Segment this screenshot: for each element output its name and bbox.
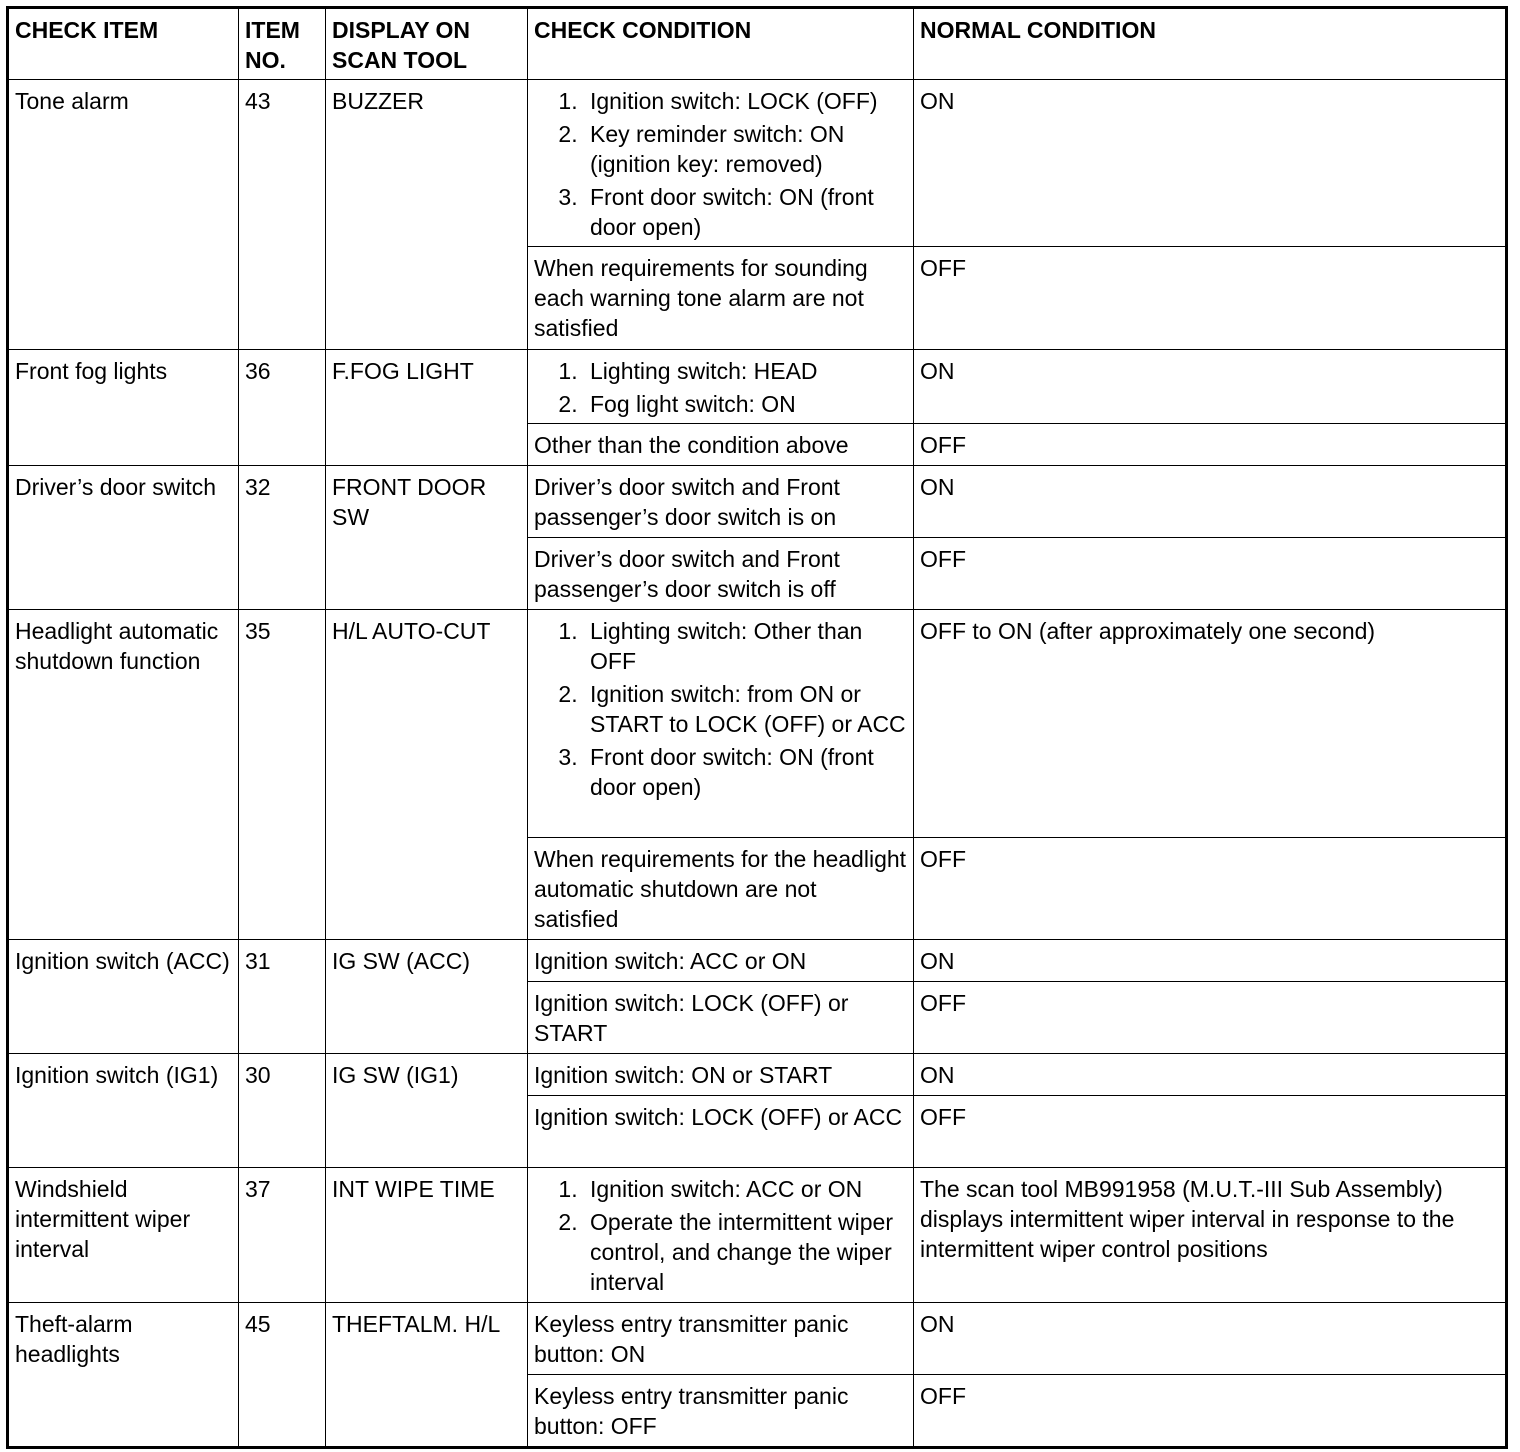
check-condition-cell xyxy=(528,610,914,838)
check-condition-cell xyxy=(528,80,914,247)
table-row xyxy=(8,80,1507,247)
normal-condition-cell: OFF xyxy=(914,538,1507,610)
normal-condition-cell: The scan tool MB991958 (M.U.T.-III Sub Assembly) displays intermittent wiper interval in response to the intermittent wiper control positions xyxy=(914,1168,1507,1303)
table-row xyxy=(8,350,1507,424)
check-item-cell: Windshield intermittent wiper interval xyxy=(8,1168,239,1303)
normal-condition-cell: OFF xyxy=(914,838,1507,940)
list-item: 2. Ignition switch: from ON or START to LOCK (OFF) or ACC xyxy=(584,679,907,739)
normal-condition-cell: ON xyxy=(914,940,1507,982)
list-item: 1. Ignition switch: LOCK (OFF) xyxy=(584,86,907,116)
normal-condition-cell: OFF xyxy=(914,424,1507,466)
normal-condition-cell: OFF to ON (after approximately one second) xyxy=(914,610,1507,838)
normal-condition-cell: OFF xyxy=(914,1375,1507,1448)
normal-condition-cell: ON xyxy=(914,80,1507,247)
header-item-no: ITEM NO. xyxy=(239,8,326,80)
normal-condition-cell: ON xyxy=(914,466,1507,538)
normal-condition-cell: OFF xyxy=(914,1096,1507,1168)
table-row xyxy=(8,466,1507,538)
header-normal-condition: NORMAL CONDITION xyxy=(914,8,1507,80)
table-row xyxy=(8,1168,1507,1303)
check-item-table xyxy=(6,6,1508,1449)
list-item: 1. Lighting switch: HEAD xyxy=(584,356,907,386)
item-no-cell: 32 xyxy=(239,466,326,610)
table-row xyxy=(8,610,1507,838)
item-no-cell: 43 xyxy=(239,80,326,350)
list-item: 3. Front door switch: ON (front door open) xyxy=(584,742,907,802)
display-cell: FRONT DOOR SW xyxy=(326,466,528,610)
item-no-cell: 36 xyxy=(239,350,326,466)
item-no-cell: 30 xyxy=(239,1054,326,1168)
header-display: DISPLAY ON SCAN TOOL xyxy=(326,8,528,80)
display-cell: IG SW (IG1) xyxy=(326,1054,528,1168)
table-row xyxy=(8,940,1507,982)
check-condition-cell xyxy=(528,1168,914,1303)
check-item-cell: Ignition switch (ACC) xyxy=(8,940,239,1054)
condition-list xyxy=(534,1174,907,1297)
check-item-cell: Tone alarm xyxy=(8,80,239,350)
check-item-cell: Theft-alarm headlights xyxy=(8,1303,239,1448)
check-item-cell: Headlight automatic shutdown function xyxy=(8,610,239,940)
check-condition-cell: Keyless entry transmitter panic button: OFF xyxy=(528,1375,914,1448)
list-item: 2. Fog light switch: ON xyxy=(584,389,907,419)
item-no-cell: 45 xyxy=(239,1303,326,1448)
check-condition-cell: Keyless entry transmitter panic button: ON xyxy=(528,1303,914,1375)
check-condition-cell: Ignition switch: ACC or ON xyxy=(528,940,914,982)
display-cell: THEFTALM. H/L xyxy=(326,1303,528,1448)
condition-list xyxy=(534,356,907,419)
condition-list xyxy=(534,86,907,242)
header-check-item: CHECK ITEM xyxy=(8,8,239,80)
normal-condition-cell: ON xyxy=(914,1303,1507,1375)
header-check-condition: CHECK CONDITION xyxy=(528,8,914,80)
display-cell: H/L AUTO-CUT xyxy=(326,610,528,940)
check-condition-cell: Driver’s door switch and Front passenger’s door switch is on xyxy=(528,466,914,538)
check-item-cell: Driver’s door switch xyxy=(8,466,239,610)
normal-condition-cell: OFF xyxy=(914,247,1507,350)
check-item-cell: Front fog lights xyxy=(8,350,239,466)
display-cell: BUZZER xyxy=(326,80,528,350)
check-condition-cell: When requirements for sounding each warning tone alarm are not satisfied xyxy=(528,247,914,350)
header-row xyxy=(8,8,1507,80)
item-no-cell: 37 xyxy=(239,1168,326,1303)
item-no-cell: 31 xyxy=(239,940,326,1054)
display-cell: F.FOG LIGHT xyxy=(326,350,528,466)
table-row xyxy=(8,1303,1507,1375)
list-item: 2. Operate the intermittent wiper control, and change the wiper interval xyxy=(584,1207,907,1297)
check-item-cell: Ignition switch (IG1) xyxy=(8,1054,239,1168)
normal-condition-cell: OFF xyxy=(914,982,1507,1054)
check-condition-cell: Ignition switch: ON or START xyxy=(528,1054,914,1096)
table-row xyxy=(8,1054,1507,1096)
item-no-cell: 35 xyxy=(239,610,326,940)
display-cell: IG SW (ACC) xyxy=(326,940,528,1054)
check-condition-cell: Other than the condition above xyxy=(528,424,914,466)
check-condition-cell: When requirements for the headlight automatic shutdown are not satisfied xyxy=(528,838,914,940)
display-cell: INT WIPE TIME xyxy=(326,1168,528,1303)
normal-condition-cell: ON xyxy=(914,1054,1507,1096)
check-condition-cell xyxy=(528,350,914,424)
check-condition-cell: Driver’s door switch and Front passenger’s door switch is off xyxy=(528,538,914,610)
check-condition-cell: Ignition switch: LOCK (OFF) or ACC xyxy=(528,1096,914,1168)
normal-condition-cell: ON xyxy=(914,350,1507,424)
condition-list xyxy=(534,616,907,802)
check-condition-cell: Ignition switch: LOCK (OFF) or START xyxy=(528,982,914,1054)
list-item: 1. Lighting switch: Other than OFF xyxy=(584,616,907,676)
list-item: 3. Front door switch: ON (front door open) xyxy=(584,182,907,242)
list-item: 1. Ignition switch: ACC or ON xyxy=(584,1174,907,1204)
list-item: 2. Key reminder switch: ON (ignition key: removed) xyxy=(584,119,907,179)
